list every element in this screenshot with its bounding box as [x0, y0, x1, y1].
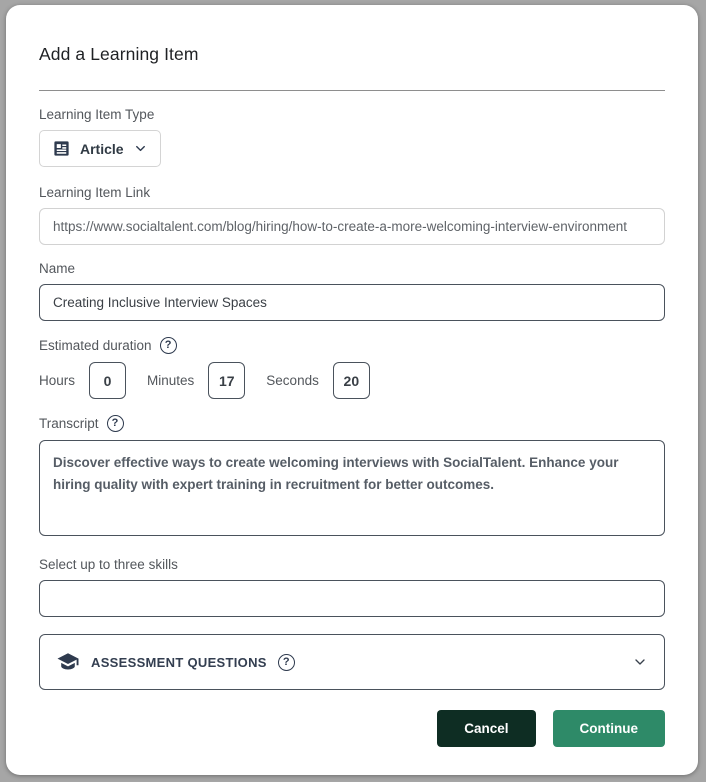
link-label: Learning Item Link — [39, 185, 151, 200]
hours-input[interactable] — [89, 362, 126, 399]
article-icon — [52, 139, 71, 158]
duration-label: Estimated duration — [39, 338, 152, 353]
dialog-footer — [39, 710, 665, 747]
assessment-questions-accordion[interactable] — [39, 634, 665, 690]
skills-label: Select up to three skills — [39, 557, 178, 572]
type-label: Learning Item Type — [39, 107, 155, 122]
assessment-help-icon[interactable]: ? — [278, 654, 295, 671]
name-input[interactable] — [39, 284, 665, 321]
minutes-label: Minutes — [147, 373, 195, 388]
link-input[interactable] — [39, 208, 665, 245]
cancel-button[interactable]: Cancel — [437, 710, 535, 747]
accordion-chevron-down-icon — [632, 654, 648, 670]
type-value: Article — [80, 140, 124, 157]
seconds-label: Seconds — [266, 373, 319, 388]
name-label: Name — [39, 261, 76, 276]
skills-input[interactable] — [39, 580, 665, 617]
hours-label: Hours — [39, 373, 76, 388]
learning-item-type-dropdown[interactable] — [39, 130, 161, 167]
transcript-label: Transcript — [39, 416, 99, 431]
add-learning-item-dialog — [6, 5, 698, 775]
transcript-help-icon[interactable]: ? — [107, 415, 124, 432]
graduation-cap-icon — [56, 650, 80, 674]
duration-help-icon[interactable]: ? — [160, 337, 177, 354]
transcript-textarea[interactable] — [39, 440, 665, 536]
minutes-input[interactable] — [208, 362, 245, 399]
title-divider — [39, 90, 665, 91]
duration-row — [39, 362, 665, 399]
chevron-down-icon — [133, 141, 148, 156]
dialog-title: Add a Learning Item — [39, 44, 199, 64]
assessment-questions-label: ASSESSMENT QUESTIONS — [91, 654, 267, 670]
seconds-input[interactable] — [333, 362, 370, 399]
continue-button[interactable]: Continue — [553, 710, 666, 747]
